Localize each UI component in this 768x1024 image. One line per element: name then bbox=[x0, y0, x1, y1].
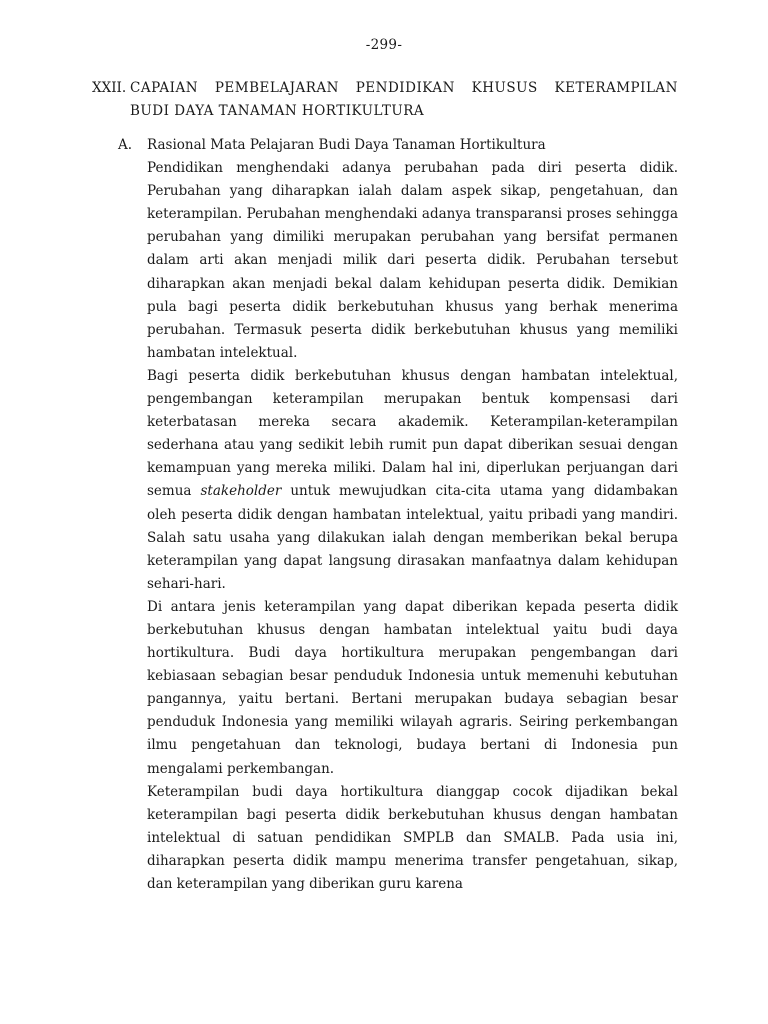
section-letter: A. bbox=[118, 137, 133, 153]
chapter-title-line1: CAPAIAN PEMBELAJARAN PENDIDIKAN KHUSUS KETERAMPILAN bbox=[130, 80, 678, 96]
chapter-heading bbox=[92, 77, 678, 123]
page-number: -299- bbox=[365, 37, 403, 53]
section-a bbox=[118, 134, 678, 896]
paragraph-2-text-a: Bagi peserta didik berkebutuhan khusus dengan hambatan intelektual, pengembangan keterampilan merupakan bentuk kompensasi dari keterbatasan mereka secara akademik. Keterampilan-keterampilan sederhana atau yang sedikit lebih rumit pun dapat diberikan sesuai dengan kemampuan yang mereka miliki. Dalam hal ini, diperlukan perjuangan dari semua bbox=[147, 367, 678, 500]
paragraph-2 bbox=[147, 365, 678, 596]
chapter-number: XXII. bbox=[92, 80, 127, 96]
section-title: Rasional Mata Pelajaran Budi Daya Tanaman Hortikultura bbox=[147, 137, 546, 153]
paragraph-3: Di antara jenis keterampilan yang dapat diberikan kepada peserta didik berkebutuhan khusus dengan hambatan intelektual yaitu budi daya hortikultura. Budi daya hortikultura merupakan pengembangan dari kebiasaan sebagian besar penduduk Indonesia untuk memenuhi kebutuhan pangannya, yaitu bertani. Bertani merupakan budaya sebagian besar penduduk Indonesia yang memiliki wilayah agraris. Seiring perkembangan ilmu pengetahuan dan teknologi, budaya bertani di Indonesia pun mengalami perkembangan. bbox=[147, 598, 678, 777]
chapter-title-line2: BUDI DAYA TANAMAN HORTIKULTURA bbox=[130, 103, 425, 119]
paragraph-2-text-b: untuk mewujudkan cita-cita utama yang didambakan oleh peserta didik dengan hambatan intelektual, yaitu pribadi yang mandiri. Salah satu usaha yang dilakukan ialah dengan memberikan bekal berupa keterampilan yang dapat langsung dirasakan manfaatnya dalam kehidupan sehari-hari. bbox=[147, 483, 678, 592]
paragraph-2-italic-term: stakeholder bbox=[200, 483, 282, 500]
paragraph-1: Pendidikan menghendaki adanya perubahan pada diri peserta didik. Perubahan yang diharapkan ialah dalam aspek sikap, pengetahuan, dan keterampilan. Perubahan menghendaki adanya transparansi proses sehingga perubahan yang dimiliki merupakan perubahan yang bersifat permanen dalam arti akan menjadi milik dari peserta didik. Perubahan tersebut diharapkan akan menjadi bekal dalam kehidupan peserta didik. Demikian pula bagi peserta didik berkebutuhan khusus yang berhak menerima perubahan. Termasuk peserta didik berkebutuhan khusus yang memiliki hambatan intelektual. bbox=[147, 160, 678, 361]
section-body bbox=[147, 157, 678, 896]
paragraph-4: Keterampilan budi daya hortikultura dianggap cocok dijadikan bekal keterampilan bagi peserta didik berkebutuhan khusus dengan hambatan intelektual di satuan pendidikan SMPLB dan SMALB. Pada usia ini, diharapkan peserta didik mampu menerima transfer pengetahuan, sikap, dan keterampilan yang diberikan guru karena bbox=[147, 783, 678, 892]
